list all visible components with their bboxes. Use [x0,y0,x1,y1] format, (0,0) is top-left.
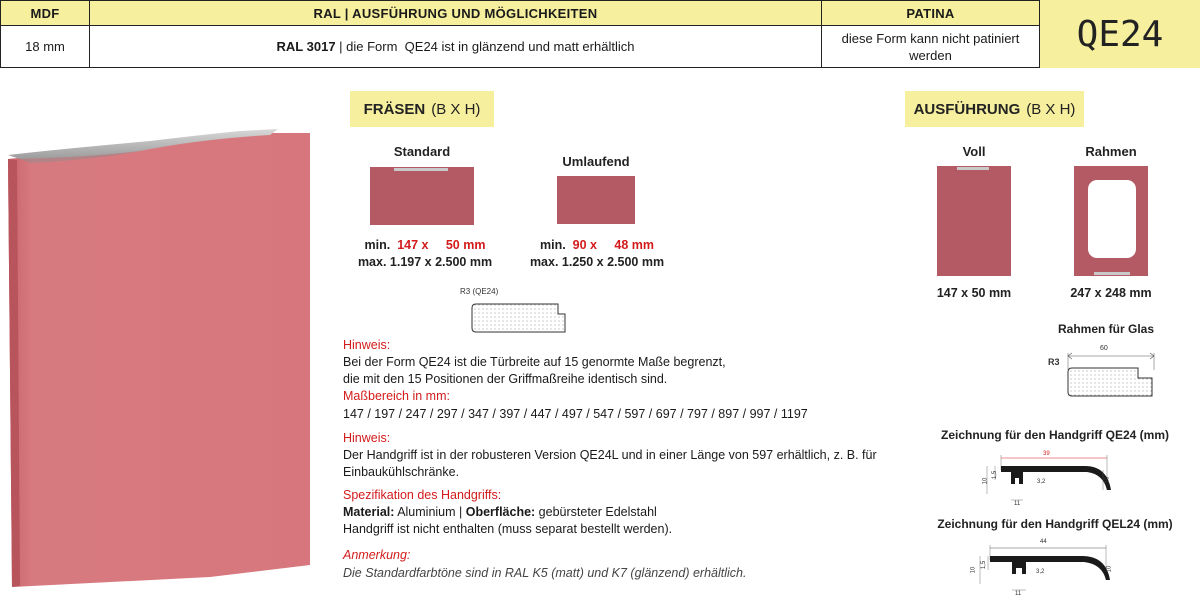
rahmen-dims: 247 x 248 mm [1070,286,1152,300]
anmerkung-title: Anmerkung: [343,548,411,562]
hinweis2-line2: Einbaukühlschränke. [343,465,460,479]
hinweis2-line1: Der Handgriff ist in der robusteren Version QE24L und in einer Länge von 597 erhältlich, z. B. für [343,448,877,462]
qe24-height-dim: 10 [982,477,989,485]
qel24-height-dim: 10 [970,566,977,574]
standard-min-value: 147 x 50 mm [397,238,486,252]
massbereich-title: Maßbereich in mm: [343,389,450,403]
profile-drawing [470,300,570,336]
header-ral: RAL | AUSFÜHRUNG UND MÖGLICHKEITEN [89,0,822,26]
umlaufend-dims [522,237,672,271]
qe24-width-dim: 39 [1043,451,1050,457]
value-mdf: 18 mm [0,25,90,68]
standard-max-value: max. 1.197 x 2.500 mm [357,255,493,269]
standard-label: Standard [393,144,451,159]
value-ral [89,25,822,68]
profile-label: R3 (QE24) [460,287,499,296]
spezifikation-line2: Handgriff ist nicht enthalten (muss separat bestellt werden). [343,522,673,536]
qe24-foot-dim: 11 [1014,501,1021,507]
ausfuehrung-title [905,91,1084,127]
hinweis1-title: Hinweis: [343,338,391,352]
qe24-lip-dim: 1,5 [992,470,999,480]
hinweis2-title: Hinweis: [343,431,391,445]
standard-handle [394,168,448,171]
hinweis1-line2: die mit den 15 Positionen der Griffmaßreihe identisch sind. [343,372,668,386]
spec-header-table [0,0,1040,68]
ral-code: RAL 3017 [276,39,336,54]
qel24-foot-dim: 11 [1015,591,1022,597]
rahmen-glas-dim: 60 [1100,345,1108,352]
qe24-depth-dim: 10 [1104,476,1111,484]
rahmen-glass-opening [1088,180,1136,258]
qel24-lip-dim: 1,5 [981,560,988,570]
spezifikation-line1 [343,504,657,521]
umlaufend-max-value: max. 1.250 x 2.500 mm [529,255,665,269]
rahmen-label: Rahmen [1085,144,1137,159]
value-patina: diese Form kann nicht patiniert werden [821,25,1040,68]
ausfuehrung-title-text: AUSFÜHRUNG [913,100,1021,118]
qel24-depth-dim: 10 [1106,565,1113,573]
qe24-slot-dim: 3,2 [1037,479,1046,485]
voll-handle [957,167,989,170]
header-patina: PATINA [821,0,1040,26]
anmerkung-text: Die Standardfarbtöne sind in RAL K5 (matt) und K7 (glänzend) erhältlich. [343,566,747,580]
qel24-slot-dim: 3,2 [1036,569,1045,575]
model-code: QE24 [1040,0,1200,68]
rahmen-glas-profile-drawing [1062,350,1162,398]
rahmen-glas-r: R3 [1048,357,1060,367]
header-mdf: MDF [0,0,90,26]
door-front-image [0,125,320,595]
rahmen-handle [1094,272,1130,275]
fraesen-title [350,91,494,127]
massbereich-values: 147 / 197 / 247 / 297 / 347 / 397 / 447 / 497 / 547 / 597 / 697 / 797 / 897 / 997 / 1197 [343,407,808,421]
umlaufend-label: Umlaufend [562,154,630,169]
oberflaeche-label: Oberfläche: [465,505,536,519]
qe24-handle-drawing [975,450,1125,510]
voll-dims: 147 x 50 mm [936,286,1012,300]
qe24-drawing-title: Zeichnung für den Handgriff QE24 (mm) [940,428,1169,442]
umlaufend-min-value: 90 x 48 mm [572,238,654,252]
spezifikation-title: Spezifikation des Handgriffs: [343,488,502,502]
ral-description: | die Form QE24 ist in glänzend und matt erhältlich [335,39,635,54]
standard-sample [370,167,474,225]
voll-label: Voll [962,144,986,159]
material-label: Material: [343,505,395,519]
ausfuehrung-title-unit: (B X H) [1026,100,1076,118]
standard-dims [350,237,500,271]
oberflaeche-value: gebürsteter Edelstahl [535,505,657,519]
fraesen-title-text: FRÄSEN [363,100,426,118]
fraesen-title-unit: (B X H) [431,100,481,118]
material-value: Aluminium | [394,505,466,519]
umlaufend-min-prefix: min. [540,238,566,252]
qel24-drawing-title: Zeichnung für den Handgriff QEL24 (mm) [937,517,1173,531]
rahmen-glas-label: Rahmen für Glas [1057,322,1155,336]
qel24-width-dim: 44 [1040,539,1047,545]
hinweis1-line1: Bei der Form QE24 ist die Türbreite auf 15 genormte Maße begrenzt, [343,355,726,369]
umlaufend-sample [557,176,635,224]
standard-min-prefix: min. [364,238,391,252]
voll-sample [937,166,1011,276]
